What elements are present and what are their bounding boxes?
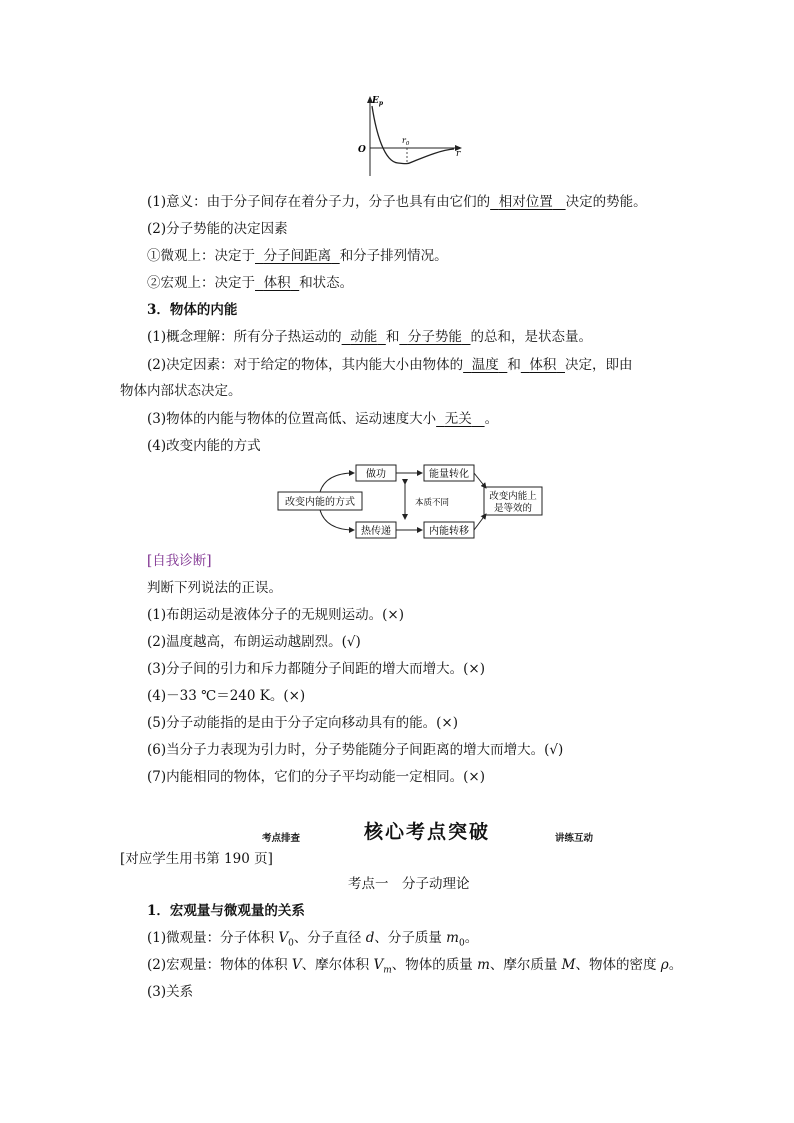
self-check-item: (6)当分子力表现为引力时，分子势能随分子间距离的增大而增大。(√) [147,742,564,758]
flow-energy-transfer-label: 内能转移 [429,526,469,537]
paragraph-micro: ①微观上：决定于 分子间距离 和分子排列情况。 [147,248,448,264]
flow-heat-transfer-label: 热传递 [361,526,391,537]
paragraph-factors: (2)分子势能的决定因素 [147,221,288,237]
banner-left-tag: 考点排查 [262,833,301,844]
paragraph-concept: (1)概念理解：所有分子热运动的 动能 和 分子势能 的总和，是状态量。 [147,329,592,345]
flow-arrow-bottom-right [474,514,486,530]
paragraph-determinants: (2)决定因素：对于给定的物体，其内能大小由物体的 温度 和 体积 决定，即由 [147,357,633,373]
potential-energy-graph [350,92,470,182]
page-reference: [对应学生用书第 190 页] [120,851,273,867]
heading-internal-energy: 3．物体的内能 [147,302,238,318]
origin-label: O [358,145,366,155]
paragraph-relation: (3)关系 [147,984,194,1000]
banner-right-tag: 讲练互动 [555,833,594,844]
paragraph-change-ways: (4)改变内能的方式 [147,438,261,454]
self-check-item: (1)布朗运动是液体分子的无规则运动。(×) [147,607,404,623]
paragraph-macro: ②宏观上：决定于 体积 和状态。 [147,275,354,291]
flow-right-label-1: 改变内能上 [489,491,537,502]
flow-curve-down [320,510,354,530]
heading-macro-micro: 1．宏观量与微观量的关系 [147,903,305,919]
flow-mid-label: 本质不同 [414,498,450,508]
flow-curve-up [320,473,354,492]
paragraph-position: (3)物体的内能与物体的位置高低、运动速度大小 无关 。 [147,411,499,427]
potential-curve [372,106,454,164]
r0-label: $r_0$ [402,136,410,147]
flow-arrow-top-right [474,473,486,488]
paragraph-macro-quantities: (2)宏观量：物体的体积 V、摩尔体积 $V_m$、物体的质量 m、摩尔质量 M、物体的密度 ρ。 [147,957,683,976]
banner-title: 核心考点突破 [364,821,491,843]
paragraph-determinants-cont: 物体内部状态决定。 [120,383,242,399]
self-check-item: (7)内能相同的物体，它们的分子平均动能一定相同。(×) [147,769,485,785]
flow-work-label: 做功 [366,469,386,480]
self-check-tag: [自我诊断] [147,553,212,569]
paragraph-micro-quantities: (1)微观量：分子体积 $V_0$、分子直径 d、分子质量 $m_0$。 [147,930,479,949]
self-check-item: (4)－33 ℃＝240 K。(×) [147,688,306,704]
self-check-item: (5)分子动能指的是由于分子定向移动具有的能。(×) [147,715,458,731]
flow-left-label: 改变内能的方式 [285,497,355,508]
internal-energy-flow-diagram [276,462,546,542]
flow-right-label-2: 是等效的 [493,503,533,514]
self-check-intro: 判断下列说法的正误。 [147,580,282,596]
paragraph-meaning: (1)意义：由于分子间存在着分子力，分子也具有由它们的 相对位置 决定的势能。 [147,194,647,210]
self-check-item: (2)温度越高，布朗运动越剧烈。(√) [147,634,361,650]
point-title: 考点一 分子动理论 [348,876,470,892]
self-check-item: (3)分子间的引力和斥力都随分子间距的增大而增大。(×) [147,661,485,677]
flow-energy-conversion-label: 能量转化 [429,469,469,480]
y-axis-label: $E_p$ [372,96,384,107]
x-axis-label: r [456,149,461,159]
